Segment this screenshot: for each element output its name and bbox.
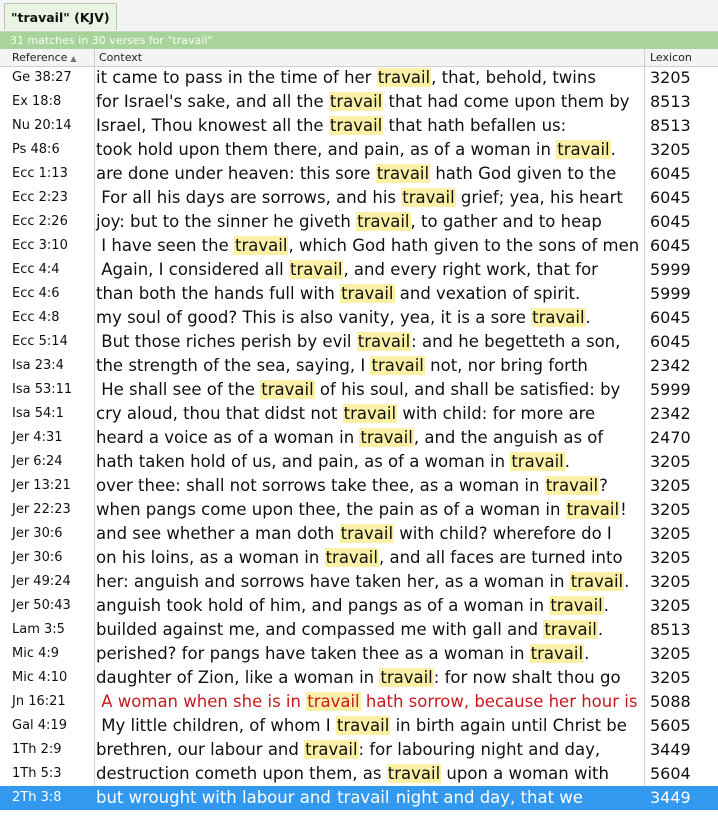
context-cell[interactable]: [95, 402, 645, 426]
context-cell[interactable]: [95, 186, 645, 210]
context-text: not, nor bring forth: [424, 356, 588, 375]
reference-cell[interactable]: Ecc 1:13: [0, 162, 95, 186]
lexicon-cell[interactable]: 3205: [650, 140, 691, 159]
tab-strip: [0, 0, 718, 32]
context-cell[interactable]: [95, 450, 645, 474]
table-row[interactable]: [0, 186, 718, 210]
context-text: than both the hands full with: [96, 284, 341, 303]
context-text: hath God given to the: [430, 164, 617, 183]
lexicon-cell[interactable]: 6045: [650, 236, 691, 255]
context-text: .: [624, 572, 630, 591]
reference-cell[interactable]: Ecc 4:4: [0, 258, 95, 282]
context-cell[interactable]: [95, 618, 645, 642]
table-row[interactable]: [0, 282, 718, 306]
lexicon-cell[interactable]: 2342: [650, 356, 691, 375]
context-text: grief; yea, his heart: [455, 188, 623, 207]
table-row[interactable]: [0, 690, 718, 714]
reference-cell[interactable]: Lam 3:5: [0, 618, 95, 642]
table-row[interactable]: [0, 666, 718, 690]
context-text: of his soul, and shall be satisfied: by: [314, 380, 621, 399]
context-text: My little children, of whom I: [96, 716, 336, 735]
reference-cell[interactable]: Isa 53:11: [0, 378, 95, 402]
reference-cell[interactable]: Jer 4:31: [0, 426, 95, 450]
reference-cell[interactable]: 1Th 5:3: [0, 762, 95, 786]
table-row[interactable]: [0, 378, 718, 402]
lexicon-cell[interactable]: 5604: [650, 764, 691, 783]
context-cell[interactable]: [95, 114, 645, 138]
context-text: brethren, our labour and: [96, 740, 305, 759]
table-row[interactable]: [0, 594, 718, 618]
table-row[interactable]: [0, 138, 718, 162]
table-row[interactable]: [0, 210, 718, 234]
context-text: : for now shalt thou go: [433, 668, 621, 687]
reference-cell[interactable]: Ecc 2:26: [0, 210, 95, 234]
context-text: ?: [599, 476, 608, 495]
context-text: hath taken hold of us, and pain, as of a woman in: [96, 452, 511, 471]
context-text: , to gather and to heap: [410, 212, 602, 231]
match-highlight: travail: [340, 524, 394, 543]
context-text: .: [597, 620, 604, 639]
table-row[interactable]: [0, 786, 718, 810]
match-highlight: travail: [371, 356, 424, 375]
context-cell[interactable]: [95, 378, 645, 402]
reference-cell[interactable]: Ecc 3:10: [0, 234, 95, 258]
reference-cell[interactable]: Ecc 4:6: [0, 282, 95, 306]
table-row[interactable]: [0, 642, 718, 666]
context-cell[interactable]: [95, 690, 645, 714]
column-header-reference-label: Reference: [12, 51, 68, 64]
lexicon-cell[interactable]: 5605: [650, 716, 691, 735]
reference-cell[interactable]: Jer 30:6: [0, 546, 95, 570]
context-cell[interactable]: [95, 426, 645, 450]
context-text: For all his days are sorrows, and his: [96, 188, 402, 207]
context-cell[interactable]: [95, 306, 645, 330]
context-text: perished? for pangs have taken thee as a woman in: [96, 644, 530, 663]
context-text: for Israel's sake, and all the: [96, 92, 329, 111]
context-text: destruction cometh upon them, as: [96, 764, 387, 783]
context-cell[interactable]: [95, 258, 645, 282]
lexicon-cell[interactable]: 6045: [650, 164, 691, 183]
context-cell[interactable]: [95, 714, 645, 738]
table-row[interactable]: [0, 570, 718, 594]
lexicon-cell[interactable]: 2470: [650, 428, 691, 447]
match-highlight: travail: [360, 428, 413, 447]
lexicon-cell[interactable]: 8513: [650, 116, 691, 135]
context-text: took hold upon them there, and pain, as of a woman in: [96, 140, 557, 159]
context-text: with child: for more are: [397, 404, 596, 423]
context-cell[interactable]: [95, 570, 645, 594]
context-text: A woman when she is in: [96, 692, 307, 711]
lexicon-cell[interactable]: 3205: [650, 68, 691, 87]
context-cell[interactable]: [95, 210, 645, 234]
match-highlight: travail: [336, 716, 390, 735]
match-highlight: travail: [329, 116, 383, 135]
reference-cell[interactable]: Isa 23:4: [0, 354, 95, 378]
context-cell[interactable]: [95, 474, 645, 498]
reference-cell[interactable]: Ecc 2:23: [0, 186, 95, 210]
table-row[interactable]: [0, 402, 718, 426]
table-row[interactable]: [0, 114, 718, 138]
table-row[interactable]: [0, 762, 718, 786]
context-text: in birth again until Christ be: [390, 716, 627, 735]
match-highlight: travail: [511, 452, 564, 471]
context-text: with child? wherefore do I: [394, 524, 612, 543]
context-text: upon a woman with: [441, 764, 609, 783]
match-highlight: travail: [387, 764, 441, 783]
match-highlight: travail: [357, 212, 410, 231]
context-text: .: [603, 596, 609, 615]
reference-cell[interactable]: Jer 50:43: [0, 594, 95, 618]
context-cell[interactable]: [95, 546, 645, 570]
reference-cell[interactable]: Jer 22:23: [0, 498, 95, 522]
context-text: and vexation of spirit.: [394, 284, 581, 303]
table-row[interactable]: [0, 306, 718, 330]
table-row[interactable]: [0, 474, 718, 498]
table-row[interactable]: [0, 426, 718, 450]
lexicon-cell[interactable]: 3205: [650, 452, 691, 471]
table-row[interactable]: [0, 234, 718, 258]
column-header-lexicon[interactable]: Lexicon: [650, 51, 692, 64]
context-text: : and he begetteth a son,: [411, 332, 621, 351]
context-text: I have seen the: [96, 236, 235, 255]
lexicon-cell[interactable]: 3205: [650, 548, 691, 567]
match-highlight: travail: [570, 572, 624, 591]
context-text: , which God hath given to the sons of men: [288, 236, 640, 255]
table-row[interactable]: [0, 354, 718, 378]
lexicon-cell[interactable]: 3205: [650, 596, 691, 615]
match-highlight: travail: [341, 284, 394, 303]
match-highlight: travail: [557, 140, 610, 159]
reference-cell[interactable]: 2Th 3:8: [0, 786, 95, 810]
table-row[interactable]: [0, 90, 718, 114]
reference-cell[interactable]: Ex 18:8: [0, 90, 95, 114]
table-row[interactable]: [0, 258, 718, 282]
lexicon-cell[interactable]: 6045: [650, 212, 691, 231]
lexicon-cell[interactable]: 6045: [650, 188, 691, 207]
match-highlight: travail: [261, 380, 314, 399]
context-cell[interactable]: [95, 738, 645, 762]
lexicon-cell[interactable]: 6045: [650, 332, 691, 351]
column-header-context[interactable]: Context: [95, 49, 645, 66]
context-text: but wrought with labour and: [96, 788, 337, 807]
context-text: that had come upon them by: [383, 92, 630, 111]
context-text: , and the anguish as of: [413, 428, 604, 447]
context-cell[interactable]: [95, 786, 645, 810]
context-text: cry aloud, thou that didst not: [96, 404, 343, 423]
match-highlight: travail: [357, 332, 411, 351]
context-text: and see whether a man doth: [96, 524, 340, 543]
table-row[interactable]: [0, 66, 718, 90]
match-highlight: travail: [545, 476, 599, 495]
reference-cell[interactable]: Ge 38:27: [0, 66, 95, 90]
context-text: .: [584, 644, 590, 663]
context-cell[interactable]: [95, 234, 645, 258]
context-text: , and every right work, that for: [343, 260, 598, 279]
reference-cell[interactable]: Jer 49:24: [0, 570, 95, 594]
context-text: the strength of the sea, saying, I: [96, 356, 371, 375]
table-row[interactable]: [0, 522, 718, 546]
context-text: heard a voice as of a woman in: [96, 428, 360, 447]
table-row[interactable]: [0, 546, 718, 570]
grid-header: [0, 49, 718, 67]
context-text: on his loins, as a woman in: [96, 548, 325, 567]
context-text: daughter of Zion, like a woman in: [96, 668, 380, 687]
lexicon-cell[interactable]: 5088: [650, 692, 691, 711]
table-row[interactable]: [0, 618, 718, 642]
context-text: her: anguish and sorrows have taken her, as a woman in: [96, 572, 570, 591]
context-text: that hath befallen us:: [383, 116, 567, 135]
reference-cell[interactable]: 1Th 2:9: [0, 738, 95, 762]
context-cell[interactable]: [95, 354, 645, 378]
context-text: hath sorrow, because her hour is: [360, 692, 638, 711]
match-highlight: travail: [305, 740, 358, 759]
context-cell[interactable]: [95, 162, 645, 186]
table-row[interactable]: [0, 450, 718, 474]
context-text: Again, I considered all: [96, 260, 290, 279]
reference-cell[interactable]: Jer 6:24: [0, 450, 95, 474]
reference-cell[interactable]: Ps 48:6: [0, 138, 95, 162]
match-highlight: travail: [380, 668, 433, 687]
table-row[interactable]: [0, 330, 718, 354]
tab-search-results[interactable]: "travail" (KJV): [4, 3, 117, 30]
lexicon-cell[interactable]: 5999: [650, 260, 691, 279]
context-text: anguish took hold of him, and pangs as of a woman in: [96, 596, 550, 615]
context-text: .: [585, 308, 591, 327]
lexicon-cell[interactable]: 3205: [650, 668, 691, 687]
match-highlight: travail: [325, 548, 378, 567]
context-cell[interactable]: [95, 642, 645, 666]
context-text: joy: but to the sinner he giveth: [96, 212, 357, 231]
context-cell[interactable]: [95, 594, 645, 618]
context-text: my soul of good? This is also vanity, yea, it is a sore: [96, 308, 532, 327]
context-text: it came to pass in the time of her: [96, 68, 377, 87]
lexicon-cell[interactable]: 3449: [650, 740, 691, 759]
table-row[interactable]: [0, 162, 718, 186]
lexicon-cell[interactable]: 3205: [650, 524, 691, 543]
lexicon-cell[interactable]: 3205: [650, 476, 691, 495]
context-text: .: [610, 140, 616, 159]
context-cell[interactable]: [95, 282, 645, 306]
context-text: : for labouring night and day,: [358, 740, 601, 759]
lexicon-cell[interactable]: 2342: [650, 404, 691, 423]
context-text: , that, behold, twins: [431, 68, 596, 87]
reference-cell[interactable]: Mic 4:10: [0, 666, 95, 690]
results-rows: [0, 66, 718, 810]
lexicon-cell[interactable]: 8513: [650, 92, 691, 111]
context-cell[interactable]: [95, 762, 645, 786]
reference-cell[interactable]: Gal 4:19: [0, 714, 95, 738]
context-text: night and day, that we: [390, 788, 583, 807]
context-text: when pangs come upon thee, the pain as of a woman in: [96, 500, 566, 519]
match-highlight: travail: [337, 788, 390, 807]
match-highlight: travail: [290, 260, 343, 279]
match-highlight: travail: [530, 644, 584, 663]
lexicon-cell[interactable]: 3205: [650, 644, 691, 663]
context-text: Israel, Thou knowest all the: [96, 116, 329, 135]
table-row[interactable]: [0, 498, 718, 522]
match-highlight: travail: [329, 92, 383, 111]
match-highlight: travail: [402, 188, 455, 207]
lexicon-cell[interactable]: 3205: [650, 572, 691, 591]
context-text: , and all faces are turned into: [378, 548, 623, 567]
lexicon-cell[interactable]: 5999: [650, 380, 691, 399]
lexicon-cell[interactable]: 8513: [650, 620, 691, 639]
reference-cell[interactable]: Isa 54:1: [0, 402, 95, 426]
context-cell[interactable]: [95, 138, 645, 162]
context-text: are done under heaven: this sore: [96, 164, 376, 183]
results-grid: [0, 49, 718, 819]
reference-cell[interactable]: Jer 13:21: [0, 474, 95, 498]
match-highlight: travail: [377, 68, 431, 87]
context-cell[interactable]: [95, 66, 645, 90]
lexicon-cell[interactable]: 3205: [650, 500, 691, 519]
match-highlight: travail: [544, 620, 597, 639]
reference-cell[interactable]: Jer 30:6: [0, 522, 95, 546]
lexicon-cell[interactable]: 6045: [650, 308, 691, 327]
reference-cell[interactable]: Ecc 4:8: [0, 306, 95, 330]
context-cell[interactable]: [95, 330, 645, 354]
lexicon-cell[interactable]: 5999: [650, 284, 691, 303]
match-highlight: travail: [532, 308, 585, 327]
context-text: over thee: shall not sorrows take thee, as a woman in: [96, 476, 545, 495]
column-header-reference[interactable]: [0, 49, 95, 66]
lexicon-cell[interactable]: 3449: [650, 788, 691, 807]
table-row[interactable]: [0, 738, 718, 762]
reference-cell[interactable]: Mic 4:9: [0, 642, 95, 666]
reference-cell[interactable]: Ecc 5:14: [0, 330, 95, 354]
match-highlight: travail: [550, 596, 603, 615]
sort-ascending-icon: ▲: [70, 54, 77, 63]
context-text: builded against me, and compassed me with gall and: [96, 620, 544, 639]
context-text: .: [564, 452, 570, 471]
context-cell[interactable]: [95, 90, 645, 114]
reference-cell[interactable]: Jn 16:21: [0, 690, 95, 714]
match-highlight: travail: [307, 692, 360, 711]
reference-cell[interactable]: Nu 20:14: [0, 114, 95, 138]
context-cell[interactable]: [95, 666, 645, 690]
match-highlight: travail: [235, 236, 288, 255]
match-highlight: travail: [566, 500, 620, 519]
context-text: But those riches perish by evil: [96, 332, 357, 351]
context-cell[interactable]: [95, 498, 645, 522]
context-cell[interactable]: [95, 522, 645, 546]
context-text: He shall see of the: [96, 380, 261, 399]
match-highlight: travail: [376, 164, 430, 183]
table-row[interactable]: [0, 714, 718, 738]
match-highlight: travail: [343, 404, 397, 423]
results-summary: 31 matches in 30 verses for "travail": [0, 32, 718, 49]
context-text: !: [620, 500, 627, 519]
